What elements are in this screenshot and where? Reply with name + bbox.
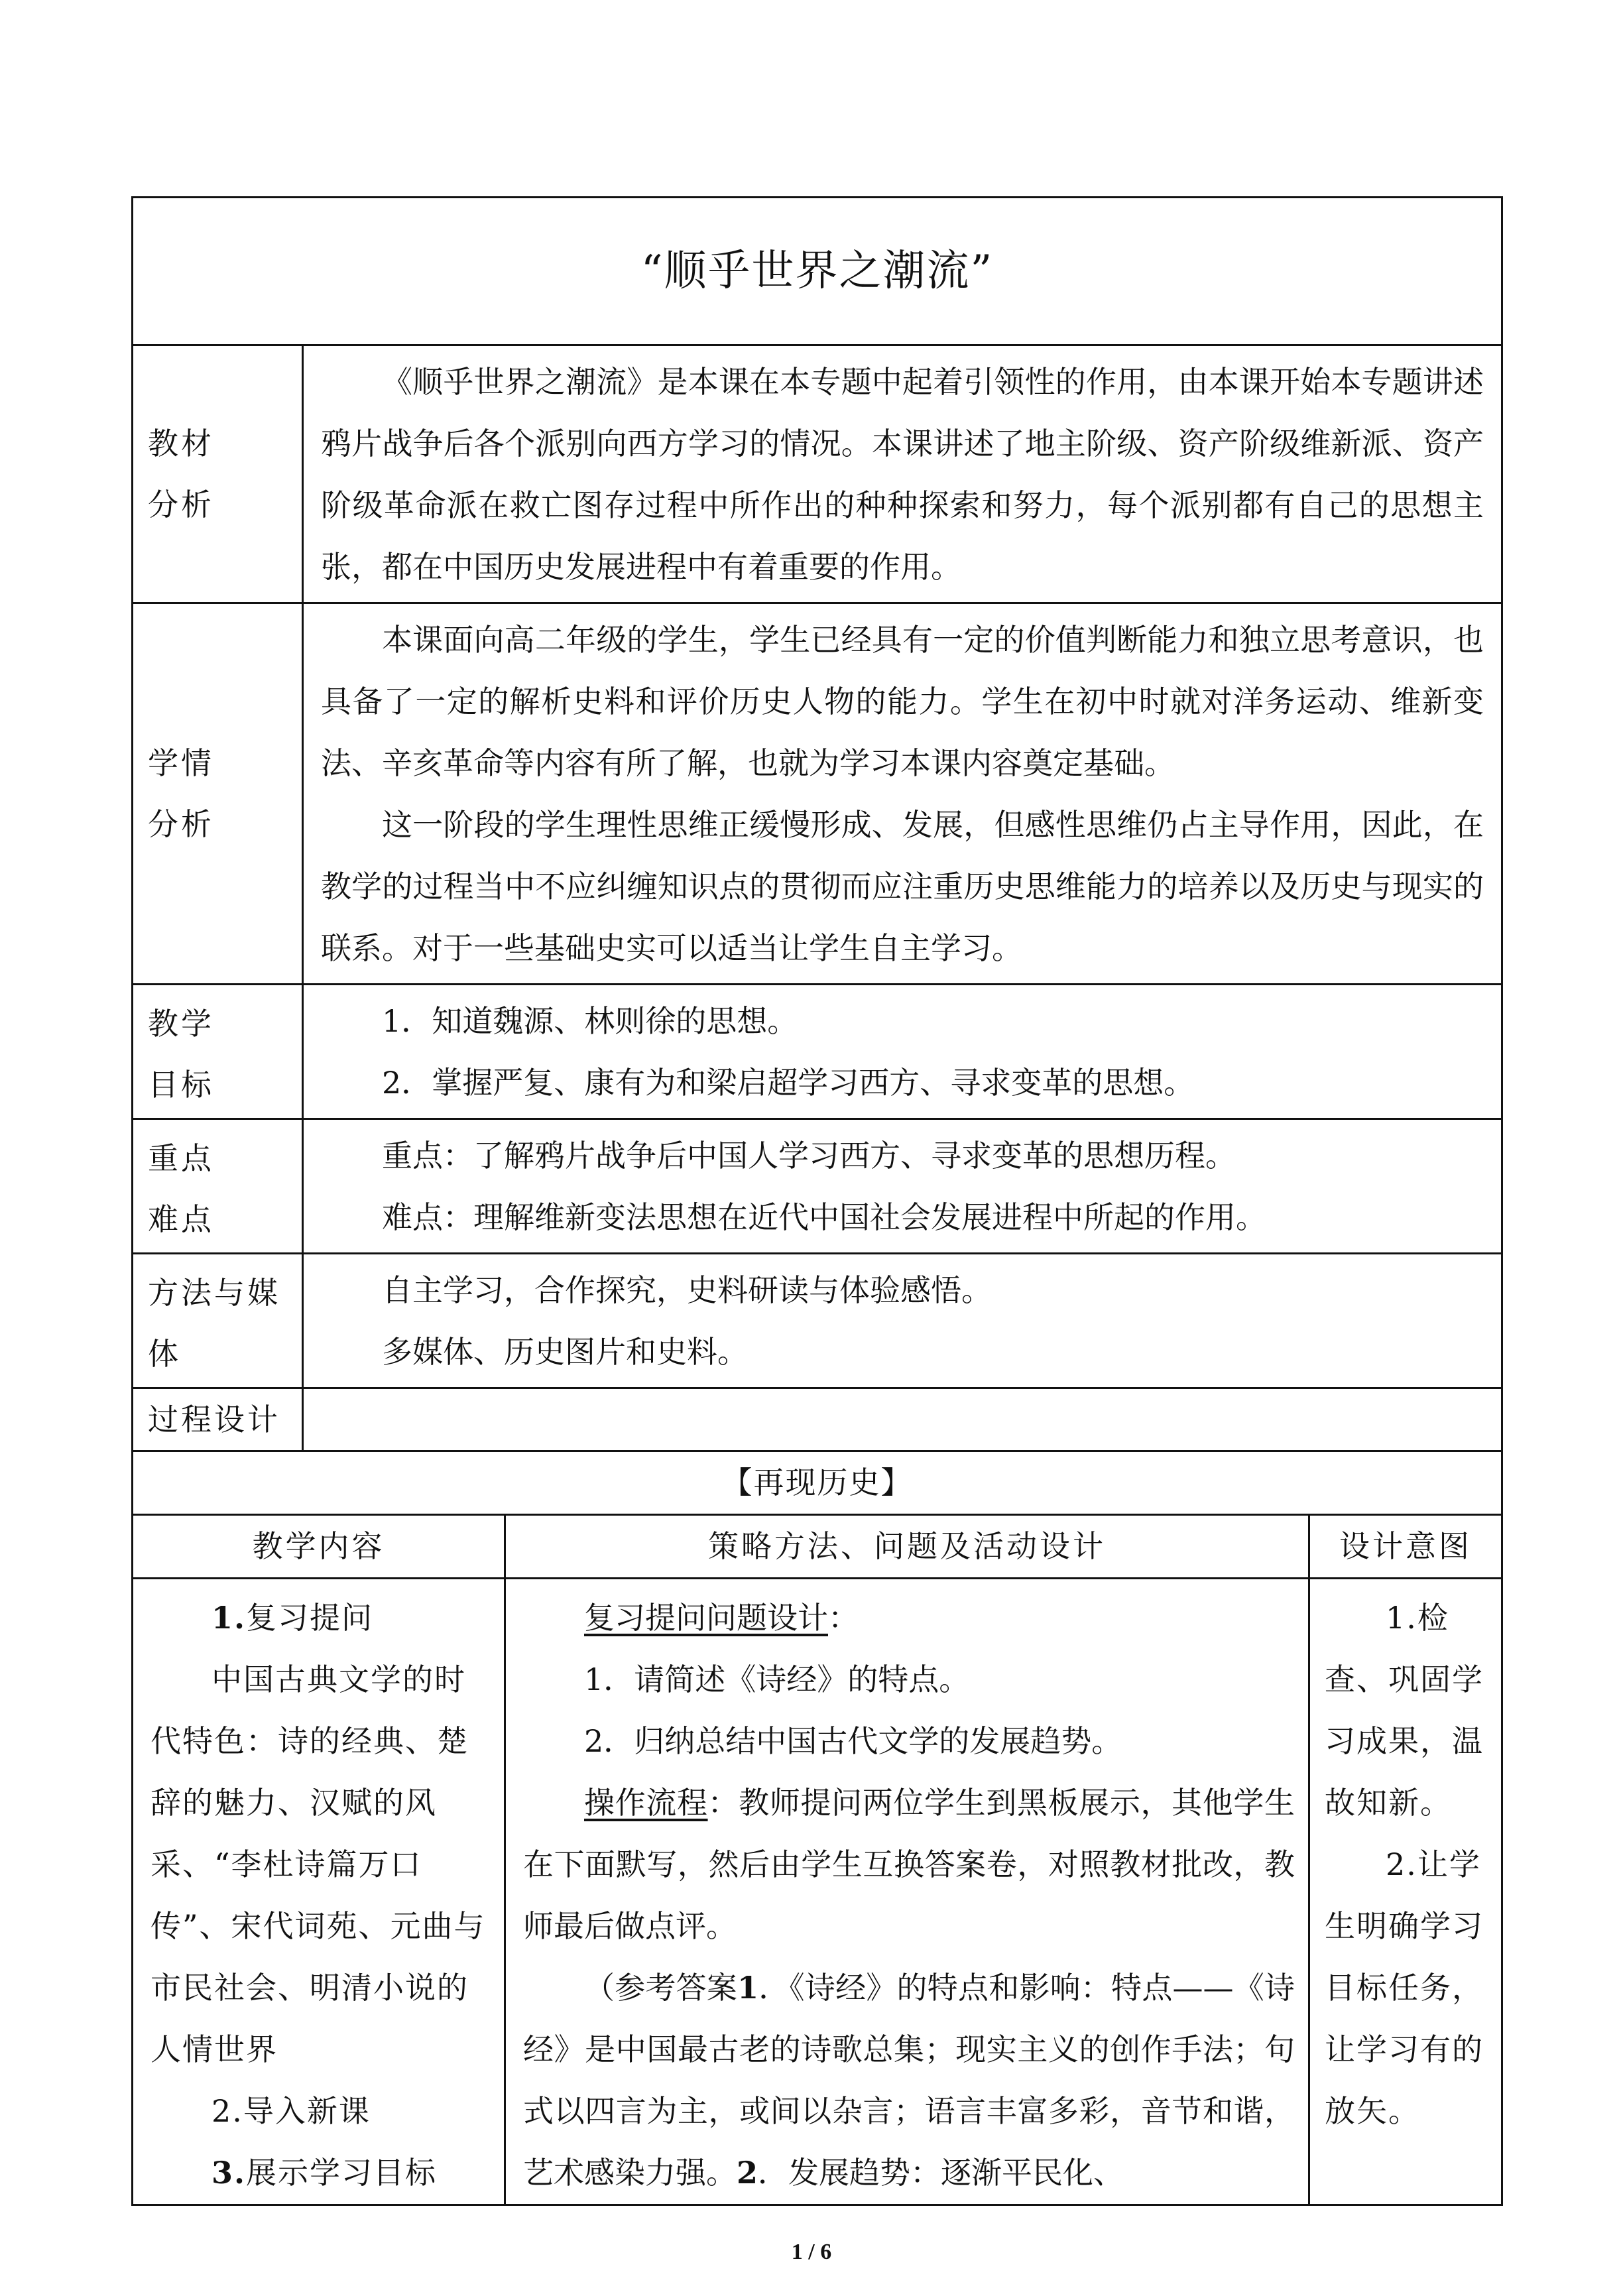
label-line: 教学 xyxy=(148,1006,214,1042)
flow-text: ：教师提问两位学生到黑板展示，其他学生在下面默写，然后由学生互换答案卷，对照教材批改，教师最后做点评。 xyxy=(523,1785,1295,1944)
heading-suffix: ： xyxy=(828,1600,859,1636)
label-jiaocai xyxy=(133,345,303,603)
item-number: 3. xyxy=(211,2155,247,2191)
underlined-heading: 操作流程 xyxy=(584,1785,708,1821)
label-line: 目标 xyxy=(148,1067,214,1103)
label-line: 分析 xyxy=(148,487,214,522)
row-jiaocai xyxy=(133,345,1502,603)
item-text: 展示学习目标 xyxy=(246,2155,438,2191)
paragraph: 本课面向高二年级的学生，学生已经具有一定的价值判断能力和独立思考意识，也具备了一定的解析史料和评价历史人物的能力。学生在初中时就对洋务运动、维新变法、辛亥革命等内容有所了解，也就为学习本课内容奠定基础。 xyxy=(321,622,1484,781)
content-mubiao xyxy=(303,985,1502,1119)
difficult-point: 难点：理解维新变法思想在近代中国社会发展进程中所起的作用。 xyxy=(382,1199,1266,1235)
label-line: 学情 xyxy=(148,745,214,781)
question-item: 2．归纳总结中国古代文学的发展趋势。 xyxy=(584,1723,1122,1759)
lesson-plan-table xyxy=(131,196,1503,2206)
label-zhongdian xyxy=(133,1119,303,1254)
reference-answer xyxy=(523,1957,1295,2204)
content-xueqing xyxy=(303,603,1502,985)
intent-paragraph: 1.检查、巩固学习成果，温故知新。 xyxy=(1325,1600,1484,1821)
row-guocheng xyxy=(133,1388,1502,1451)
row-fangfa xyxy=(133,1254,1502,1388)
column-header-row xyxy=(133,1515,1502,1579)
answer-prefix: （参考答案 xyxy=(584,1970,738,2006)
question-item: 1．请简述《诗经》的特点。 xyxy=(584,1662,970,1697)
label-line: 体 xyxy=(148,1336,181,1372)
content-item-2: 2.导入新课 xyxy=(211,2093,371,2129)
content-zhongdian xyxy=(303,1119,1502,1254)
section-title: 【再现历史】 xyxy=(133,1451,1502,1515)
row-zhongdian xyxy=(133,1119,1502,1254)
item-text: 复习提问 xyxy=(246,1600,374,1636)
media-line: 多媒体、历史图片和史料。 xyxy=(382,1334,748,1370)
answer-number: 2 xyxy=(737,2155,758,2191)
column-header-strategy: 策略方法、问题及活动设计 xyxy=(505,1515,1309,1579)
strategy-cell xyxy=(505,1579,1309,2205)
column-header-intent: 设计意图 xyxy=(1309,1515,1502,1579)
content-item-1 xyxy=(150,1587,492,1649)
label-line: 重点 xyxy=(148,1140,214,1176)
paragraph: 这一阶段的学生理性思维正缓慢形成、发展，但感性思维仍占主导作用，因此，在教学的过程当中不应纠缠知识点的贯彻而应注重历史思维能力的培养以及历史与现实的联系。对于一些基础史实可以适当让学生自主学习。 xyxy=(321,807,1484,966)
row-mubiao xyxy=(133,985,1502,1119)
intent-paragraph: 2.让学生明确学习目标任务，让学习有的放矢。 xyxy=(1325,1846,1484,2129)
label-line: 方法与媒 xyxy=(148,1275,280,1311)
content-jiaocai xyxy=(303,345,1502,603)
answer-text: ．《诗经》的特点和影响：特点——《诗经》是中国最古老的诗歌总集；现实主义的创作手法；句式以四言为主，或间以杂言；语言丰富多彩，音节和谐，艺术感染力强。 xyxy=(523,1970,1295,2191)
section-row xyxy=(133,1451,1502,1515)
activity-row xyxy=(133,1579,1502,2205)
content-fangfa xyxy=(303,1254,1502,1388)
method-line: 自主学习，合作探究，史料研读与体验感悟。 xyxy=(382,1272,992,1308)
answer-number: 1 xyxy=(737,1970,759,2006)
label-line: 分析 xyxy=(148,806,214,842)
label-line: 教材 xyxy=(148,426,214,461)
answer-text: ．发展趋势：逐渐平民化、 xyxy=(758,2155,1124,2191)
design-intent-cell xyxy=(1309,1579,1502,2205)
row-xueqing xyxy=(133,603,1502,985)
underlined-heading: 复习提问问题设计 xyxy=(584,1600,828,1636)
item-number: 1. xyxy=(211,1600,247,1636)
label-line: 难点 xyxy=(148,1201,214,1237)
label-fangfa xyxy=(133,1254,303,1388)
label-mubiao xyxy=(133,985,303,1119)
teaching-content-cell xyxy=(133,1579,505,2205)
label-xueqing xyxy=(133,603,303,985)
list-item: 2．掌握严复、康有为和梁启超学习西方、寻求变革的思想。 xyxy=(382,1065,1195,1101)
key-point: 重点：了解鸦片战争后中国人学习西方、寻求变革的思想历程。 xyxy=(382,1138,1236,1174)
page-number: 1 / 6 xyxy=(791,2240,832,2264)
list-item: 1．知道魏源、林则徐的思想。 xyxy=(382,1003,798,1039)
operation-flow xyxy=(523,1772,1295,1957)
lesson-title: “顺乎世界之潮流” xyxy=(133,198,1502,345)
title-row xyxy=(133,198,1502,345)
column-header-content: 教学内容 xyxy=(133,1515,505,1579)
content-item-body: 中国古典文学的时代特色：诗的经典、楚辞的魅力、汉赋的风采、“李杜诗篇万口传”、宋代词苑、元曲与市民社会、明清小说的人情世界 xyxy=(150,1662,486,2067)
content-guocheng xyxy=(303,1388,1502,1451)
content-item-3 xyxy=(150,2142,492,2204)
question-heading xyxy=(523,1587,1295,1649)
label-guocheng: 过程设计 xyxy=(133,1388,303,1451)
paragraph: 《顺乎世界之潮流》是本课在本专题中起着引领性的作用，由本课开始本专题讲述鸦片战争后各个派别向西方学习的情况。本课讲述了地主阶级、资产阶级维新派、资产阶级革命派在救亡图存过程中所作出的种种探索和努力，每个派别都有自己的思想主张，都在中国历史发展进程中有着重要的作用。 xyxy=(321,364,1484,585)
